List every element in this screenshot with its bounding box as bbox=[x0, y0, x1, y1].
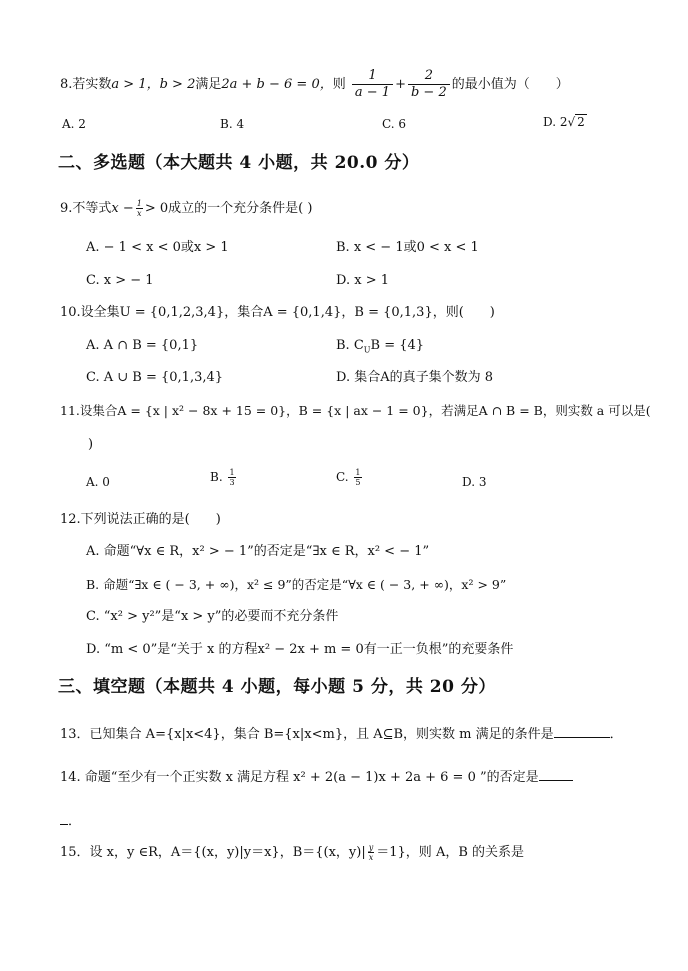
q15-stem bbox=[60, 843, 524, 862]
denominator: 5 bbox=[355, 478, 361, 487]
q11-stem: 11.设集合A = {x | x² − 8x + 15 = 0}，B = {x | ax − 1 = 0}，若满足A ∩ B = B，则实数 a 可以是( bbox=[60, 403, 651, 418]
option-label: C. bbox=[336, 470, 349, 484]
q14-answer-blank-cont[interactable] bbox=[60, 810, 68, 825]
q12-option-c: C. “x² > y²”是“x > y”的必要而不充分条件 bbox=[86, 609, 339, 624]
q8-fraction-1 bbox=[352, 68, 393, 101]
q13-answer-blank[interactable] bbox=[554, 723, 610, 738]
section-heading-multiple-choice: 二、多选题（本大题共 4 小题，共 20.0 分） bbox=[58, 153, 420, 173]
q11-option-a: A. 0 bbox=[86, 475, 110, 489]
q14-stem bbox=[60, 766, 573, 787]
plus-sign: + bbox=[395, 77, 406, 92]
q14-text: 14. 命题“至少有一个正实数 x 满足方程 x² + 2(a − 1)x + 2a + 6 = 0 ”的否定是 bbox=[60, 770, 539, 785]
q8-text: 8.若实数 bbox=[60, 77, 112, 92]
q9-text: 成立的一个充分条件是( ) bbox=[168, 201, 313, 216]
q11-option-c-fraction bbox=[354, 468, 361, 487]
subscript: U bbox=[363, 345, 371, 355]
q9-expression: > 0 bbox=[144, 201, 169, 216]
q15-fraction bbox=[368, 843, 375, 862]
denominator: x bbox=[368, 853, 374, 862]
coefficient: 2 bbox=[559, 115, 568, 129]
q13-text: 13．已知集合 A={x|x<4}，集合 B={x|x<m}，且 A⊆B，则实数 m 满足的条件是 bbox=[60, 727, 554, 742]
radicand: 2 bbox=[577, 115, 585, 129]
q8-condition: a > 1，b > 2 bbox=[111, 77, 196, 92]
q10-option-c: C. A ∪ B = {0,1,3,4} bbox=[86, 370, 224, 385]
q8-text: 则 bbox=[332, 77, 346, 92]
q8-fraction-2 bbox=[408, 68, 450, 101]
denominator: b − 2 bbox=[410, 85, 447, 100]
q13-text: ． bbox=[609, 727, 623, 742]
q14-stem-end bbox=[60, 810, 81, 831]
q13-stem bbox=[60, 723, 623, 744]
q14-text: ． bbox=[68, 814, 82, 829]
q12-stem: 12.下列说法正确的是( ) bbox=[60, 512, 221, 527]
q8-option-d bbox=[543, 113, 587, 131]
q12-option-d: D. “m < 0”是“关于 x 的方程x² − 2x + m = 0有一正一负根”的充要条件 bbox=[86, 642, 514, 657]
q11-option-c bbox=[336, 468, 364, 487]
q9-text: 9.不等式 bbox=[60, 201, 112, 216]
denominator: a − 1 bbox=[354, 85, 391, 100]
q11-option-d: D. 3 bbox=[462, 475, 487, 489]
numerator: 1 bbox=[355, 468, 361, 477]
q10-option-b bbox=[336, 337, 424, 360]
numerator: y bbox=[368, 843, 374, 852]
denominator: 3 bbox=[229, 478, 235, 487]
q10-option-a: A. A ∩ B = {0,1} bbox=[86, 338, 199, 353]
q9-stem bbox=[60, 199, 312, 218]
numerator: 2 bbox=[408, 68, 450, 85]
q15-text: 15．设 x，y ∈R，A＝{(x，y)|y＝x}，B＝{(x，y)| bbox=[60, 845, 366, 860]
radical-icon: √ bbox=[567, 115, 576, 129]
numerator: 1 bbox=[136, 199, 142, 208]
numerator: 1 bbox=[229, 468, 235, 477]
option-label: D. bbox=[543, 115, 557, 129]
q12-option-b: B. 命题“∃x ∈ ( − 3, + ∞)，x² ≤ 9”的否定是“∀x ∈ ( − 3, + ∞)，x² > 9” bbox=[86, 577, 507, 592]
q9-option-c: C. x > − 1 bbox=[86, 273, 154, 288]
q10-stem: 10.设全集U = {0,1,2,3,4}，集合A = {0,1,4}，B = {0,1,3}，则( ) bbox=[60, 305, 495, 320]
q12-option-a: A. 命题“∀x ∈ R，x² > − 1”的否定是“∃x ∈ R，x² < − 1” bbox=[86, 544, 430, 559]
q9-option-a: A. − 1 < x < 0或x > 1 bbox=[86, 240, 229, 255]
q8-equation: 2a + b − 6 = 0， bbox=[221, 77, 333, 92]
q8-option-c: C. 6 bbox=[382, 117, 407, 131]
option-label: B. bbox=[210, 470, 223, 484]
q10-option-d: D. 集合A的真子集个数为 8 bbox=[336, 370, 494, 385]
q8-option-b: B. 4 bbox=[220, 117, 245, 131]
q14-answer-blank[interactable] bbox=[539, 766, 573, 781]
q8-option-a: A. 2 bbox=[62, 117, 86, 131]
q9-fraction bbox=[136, 199, 143, 218]
q8-text: 满足 bbox=[195, 77, 222, 92]
q11-option-b bbox=[210, 468, 238, 487]
option-text: B = {4} bbox=[370, 338, 425, 353]
q8-stem bbox=[60, 68, 569, 101]
option-text: B. C bbox=[336, 338, 364, 353]
numerator: 1 bbox=[352, 68, 393, 85]
q9-option-b: B. x < − 1或0 < x < 1 bbox=[336, 240, 479, 255]
q8-text: 的最小值为（ ） bbox=[451, 77, 569, 92]
q11-stem-end: ) bbox=[88, 437, 94, 452]
denominator: x bbox=[137, 209, 142, 218]
q15-text: ＝1}，则 A，B 的关系是 bbox=[376, 845, 525, 860]
section-heading-fill-in: 三、填空题（本题共 4 小题，每小题 5 分，共 20 分） bbox=[58, 677, 496, 697]
q9-expression: x − bbox=[111, 201, 134, 216]
q9-option-d: D. x > 1 bbox=[336, 273, 389, 288]
q11-option-b-fraction bbox=[228, 468, 235, 487]
